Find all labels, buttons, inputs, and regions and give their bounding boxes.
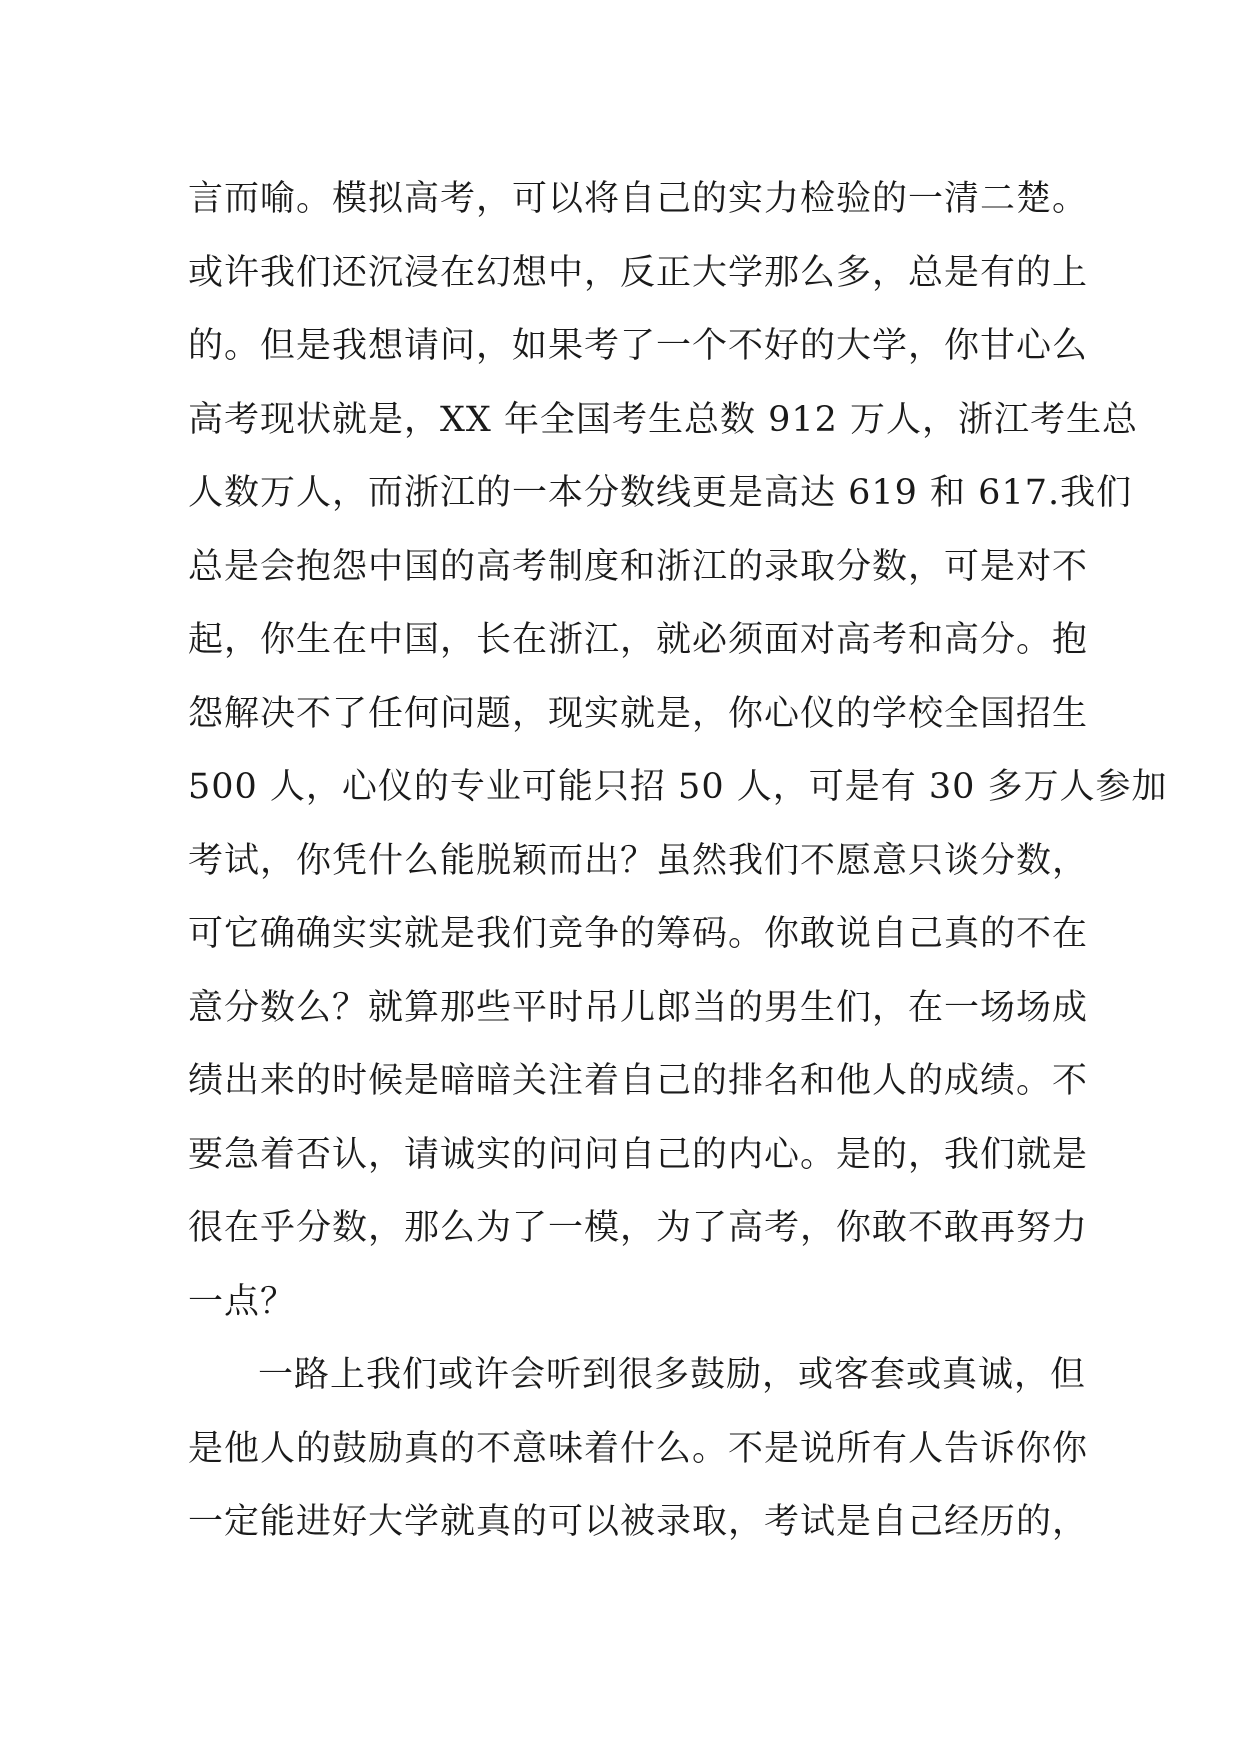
text-line: 考试，你凭什么能脱颖而出？虽然我们不愿意只谈分数， [188,840,1089,881]
paragraph-first-line: 一路上我们或许会听到很多鼓励，或客套或真诚，但 [258,1355,1087,1395]
text-line: 高考现状就是，XX 年全国考生总数 912 万人，浙江考生总 [188,399,1139,440]
text-line: 要急着否认，请诚实的问问自己的内心。是的，我们就是 [188,1134,1089,1175]
text-line: 意分数么？就算那些平时吊儿郎当的男生们，在一场场成 [188,987,1089,1028]
text-line: 人数万人，而浙江的一本分数线更是高达 619 和 617.我们 [188,473,1133,513]
text-line: 一点？ [188,1281,297,1322]
document-body-text [188,163,1168,1560]
text-line: 是他人的鼓励真的不意味着什么。不是说所有人告诉你你 [188,1428,1089,1469]
text-line: 或许我们还沉浸在幻想中，反正大学那么多，总是有的上 [188,252,1089,293]
text-line: 总是会抱怨中国的高考制度和浙江的录取分数，可是对不 [188,546,1089,587]
text-line: 可它确确实实就是我们竞争的筹码。你敢说自己真的不在 [188,914,1089,954]
text-line: 一定能进好大学就真的可以被录取，考试是自己经历的， [188,1502,1089,1542]
text-line: 怨解决不了任何问题，现实就是，你心仪的学校全国招生 [188,693,1089,734]
text-line: 500 人，心仪的专业可能只招 50 人，可是有 30 多万人参加 [188,767,1168,807]
text-line: 绩出来的时候是暗暗关注着自己的排名和他人的成绩。不 [188,1061,1089,1101]
text-line: 的。但是我想请问，如果考了一个不好的大学，你甘心么 [188,326,1089,366]
text-line: 言而喻。模拟高考，可以将自己的实力检验的一清二楚。 [188,179,1089,219]
text-line: 很在乎分数，那么为了一模，为了高考，你敢不敢再努力 [188,1208,1089,1248]
text-line: 起，你生在中国，长在浙江，就必须面对高考和高分。抱 [188,620,1089,660]
